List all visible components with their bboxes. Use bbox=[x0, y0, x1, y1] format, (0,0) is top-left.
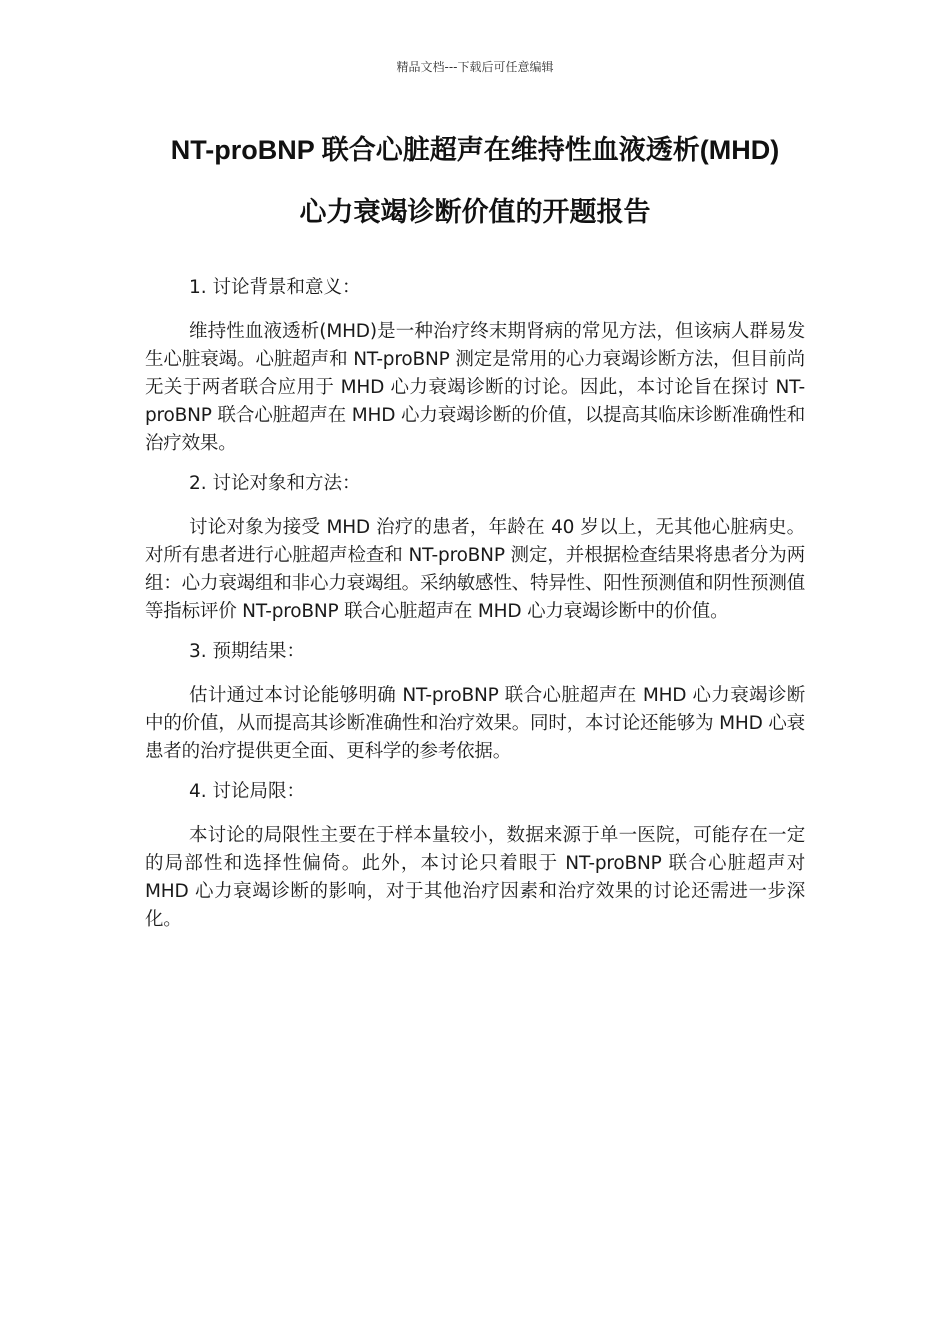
section-paragraph: 本讨论的局限性主要在于样本量较小，数据来源于单一医院，可能存在一定的局部性和选择性偏倚。此外，本讨论只着眼于 NT-proBNP 联合心脏超声对 MHD 心力衰竭诊断的影响，对于其他治疗因素和治疗效果的讨论还需进一步深化。 bbox=[145, 825, 805, 930]
section-paragraph: 维持性血液透析(MHD)是一种治疗终末期肾病的常见方法，但该病人群易发生心脏衰竭。心脏超声和 NT-proBNP 测定是常用的心力衰竭诊断方法，但目前尚无关于两者联合应用于 MHD 心力衰竭诊断的讨论。因此，本讨论旨在探讨 NT-proBNP 联合心脏超声在 MHD 心力衰竭诊断的价值，以提高其临床诊断准确性和治疗效果。 bbox=[145, 321, 805, 454]
document-title bbox=[120, 134, 830, 228]
section-background bbox=[145, 274, 805, 458]
document-body bbox=[145, 274, 805, 946]
page-header-note: 精品文档---下载后可任意编辑 bbox=[396, 60, 554, 74]
section-heading: 3. 预期结果： bbox=[189, 641, 306, 662]
section-heading: 1. 讨论背景和意义： bbox=[189, 277, 361, 298]
section-heading: 2. 讨论对象和方法： bbox=[189, 473, 361, 494]
section-subjects-methods bbox=[145, 470, 805, 626]
section-expected-results bbox=[145, 638, 805, 766]
section-heading: 4. 讨论局限： bbox=[189, 781, 306, 802]
section-paragraph: 讨论对象为接受 MHD 治疗的患者，年龄在 40 岁以上，无其他心脏病史。对所有患者进行心脏超声检查和 NT-proBNP 测定，并根据检查结果将患者分为两组：心力衰竭组和非心力衰竭组。采纳敏感性、特异性、阳性预测值和阴性预测值等指标评价 NT-proBNP 联合心脏超声在 MHD 心力衰竭诊断中的价值。 bbox=[145, 517, 805, 622]
title-line-2: 心力衰竭诊断价值的开题报告 bbox=[299, 197, 651, 227]
section-limitations bbox=[145, 778, 805, 934]
section-paragraph: 估计通过本讨论能够明确 NT-proBNP 联合心脏超声在 MHD 心力衰竭诊断中的价值，从而提高其诊断准确性和治疗效果。同时，本讨论还能够为 MHD 心衰患者的治疗提供更全面、更科学的参考依据。 bbox=[145, 685, 805, 762]
title-line-1: NT-proBNP 联合心脏超声在维持性血液透析(MHD) bbox=[170, 135, 780, 165]
